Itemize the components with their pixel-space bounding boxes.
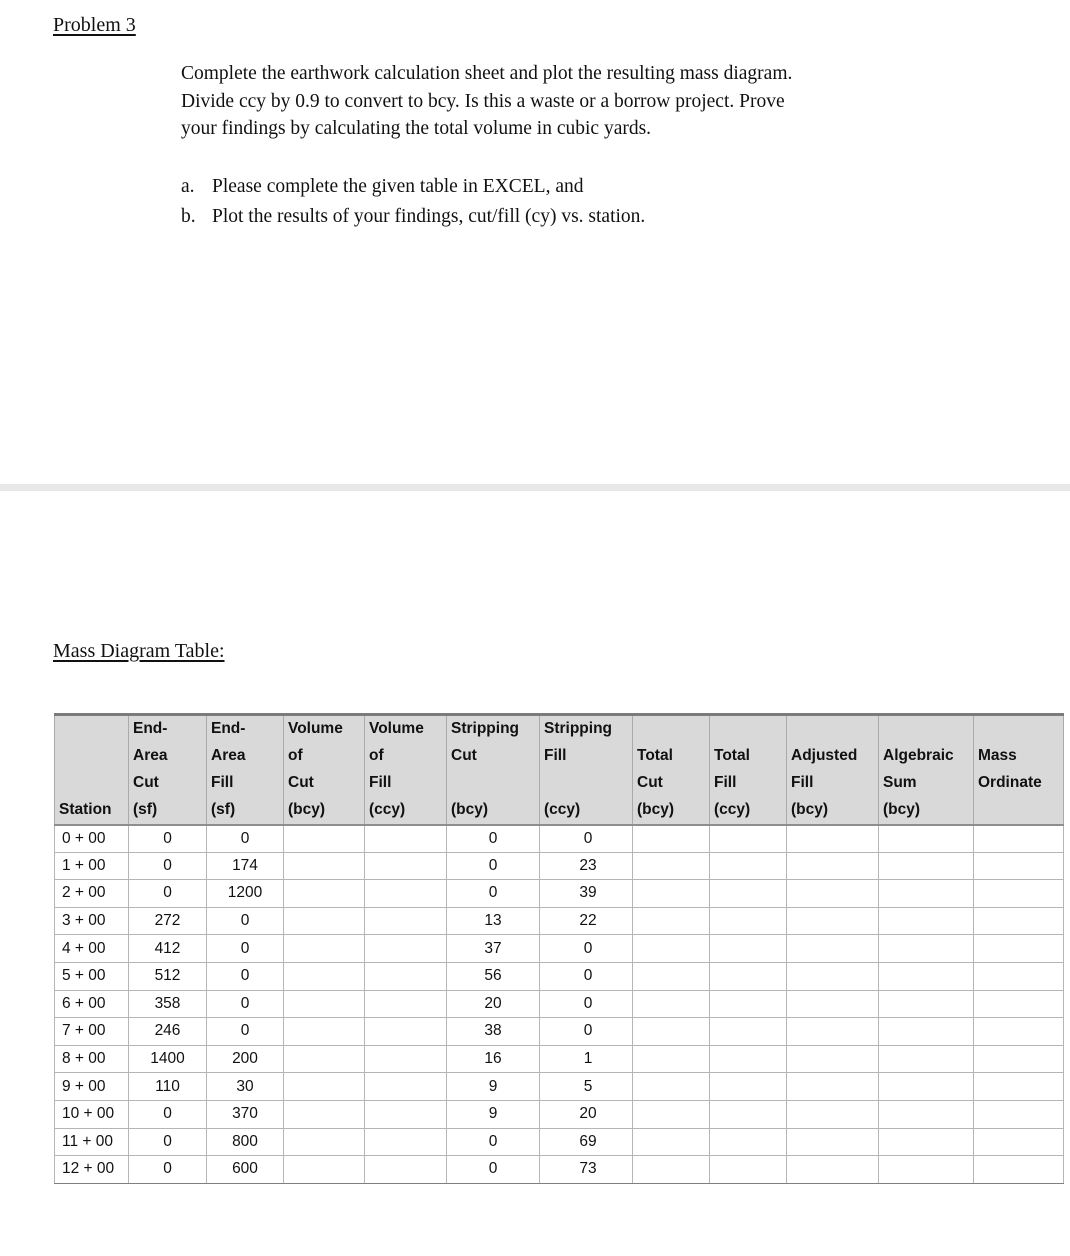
header-volume-cut: (bcy) [284, 797, 365, 825]
cell-total-cut[interactable] [633, 852, 710, 880]
cell-stripping-cut[interactable]: 16 [447, 1045, 540, 1073]
cell-end-area-fill[interactable]: 800 [207, 1128, 284, 1156]
cell-mass-ordinate[interactable] [974, 1073, 1064, 1101]
cell-station[interactable]: 4 + 00 [55, 935, 129, 963]
cell-total-fill[interactable] [710, 1045, 787, 1073]
cell-station[interactable]: 2 + 00 [55, 880, 129, 908]
cell-stripping-cut[interactable]: 0 [447, 852, 540, 880]
cell-end-area-cut[interactable]: 0 [129, 825, 207, 853]
cell-stripping-fill[interactable]: 39 [540, 880, 633, 908]
cell-stripping-cut[interactable]: 9 [447, 1100, 540, 1128]
task-letter: b. [181, 206, 196, 227]
cell-volume-cut[interactable] [284, 1156, 365, 1184]
header-mass-ordinate: Mass [974, 742, 1064, 770]
cell-volume-cut[interactable] [284, 990, 365, 1018]
cell-volume-cut[interactable] [284, 852, 365, 880]
header-adjusted-fill: (bcy) [787, 797, 879, 825]
header-adjusted-fill: Fill [787, 770, 879, 798]
cell-total-fill[interactable] [710, 1100, 787, 1128]
cell-stripping-fill[interactable]: 0 [540, 1018, 633, 1046]
cell-adjusted-fill[interactable] [787, 852, 879, 880]
cell-end-area-fill[interactable]: 0 [207, 907, 284, 935]
cell-station[interactable]: 1 + 00 [55, 852, 129, 880]
cell-adjusted-fill[interactable] [787, 935, 879, 963]
cell-total-cut[interactable] [633, 962, 710, 990]
header-stripping-fill [540, 770, 633, 798]
cell-total-fill[interactable] [710, 990, 787, 1018]
cell-stripping-cut[interactable]: 13 [447, 907, 540, 935]
table-row [55, 825, 1064, 853]
cell-stripping-fill[interactable]: 20 [540, 1100, 633, 1128]
cell-stripping-cut[interactable]: 20 [447, 990, 540, 1018]
table-title: Mass Diagram Table: [53, 640, 225, 662]
cell-total-fill[interactable] [710, 825, 787, 853]
header-end-area-cut: (sf) [129, 797, 207, 825]
cell-adjusted-fill[interactable] [787, 1045, 879, 1073]
header-adjusted-fill [787, 715, 879, 743]
cell-stripping-cut[interactable]: 9 [447, 1073, 540, 1101]
table-row [55, 1156, 1064, 1184]
cell-stripping-fill[interactable]: 73 [540, 1156, 633, 1184]
cell-station[interactable]: 12 + 00 [55, 1156, 129, 1184]
header-end-area-cut: Area [129, 742, 207, 770]
header-station [55, 715, 129, 743]
cell-algebraic-sum[interactable] [879, 880, 974, 908]
header-mass-ordinate [974, 797, 1064, 825]
cell-total-cut[interactable] [633, 990, 710, 1018]
header-algebraic-sum: Algebraic [879, 742, 974, 770]
cell-volume-fill[interactable] [365, 1156, 447, 1184]
table-header [55, 715, 1064, 825]
cell-mass-ordinate[interactable] [974, 1156, 1064, 1184]
cell-end-area-fill[interactable]: 600 [207, 1156, 284, 1184]
cell-volume-cut[interactable] [284, 1073, 365, 1101]
cell-stripping-fill[interactable]: 69 [540, 1128, 633, 1156]
cell-algebraic-sum[interactable] [879, 1156, 974, 1184]
header-algebraic-sum [879, 715, 974, 743]
cell-volume-fill[interactable] [365, 880, 447, 908]
cell-end-area-cut[interactable]: 0 [129, 880, 207, 908]
problem-line: Divide ccy by 0.9 to convert to bcy. Is this a waste or a borrow project. Prove [181, 90, 785, 112]
header-end-area-cut: Cut [129, 770, 207, 798]
cell-total-fill[interactable] [710, 935, 787, 963]
cell-mass-ordinate[interactable] [974, 1018, 1064, 1046]
cell-station[interactable]: 3 + 00 [55, 907, 129, 935]
header-mass-ordinate: Ordinate [974, 770, 1064, 798]
cell-adjusted-fill[interactable] [787, 907, 879, 935]
cell-total-cut[interactable] [633, 1156, 710, 1184]
header-end-area-fill: End- [207, 715, 284, 743]
header-station [55, 742, 129, 770]
cell-volume-fill[interactable] [365, 825, 447, 853]
cell-end-area-cut[interactable]: 358 [129, 990, 207, 1018]
header-stripping-cut: Stripping [447, 715, 540, 743]
cell-end-area-cut[interactable]: 0 [129, 1100, 207, 1128]
header-volume-fill: Volume [365, 715, 447, 743]
cell-station[interactable]: 6 + 00 [55, 990, 129, 1018]
header-algebraic-sum: Sum [879, 770, 974, 798]
table-row [55, 1045, 1064, 1073]
cell-station[interactable]: 9 + 00 [55, 1073, 129, 1101]
cell-end-area-cut[interactable]: 412 [129, 935, 207, 963]
cell-mass-ordinate[interactable] [974, 1045, 1064, 1073]
cell-end-area-fill[interactable]: 30 [207, 1073, 284, 1101]
cell-algebraic-sum[interactable] [879, 852, 974, 880]
cell-mass-ordinate[interactable] [974, 962, 1064, 990]
cell-total-cut[interactable] [633, 907, 710, 935]
cell-end-area-fill[interactable]: 370 [207, 1100, 284, 1128]
cell-volume-fill[interactable] [365, 1073, 447, 1101]
table-row [55, 1073, 1064, 1101]
cell-volume-cut[interactable] [284, 1045, 365, 1073]
problem-title: Problem 3 [53, 14, 136, 36]
cell-volume-cut[interactable] [284, 907, 365, 935]
cell-end-area-cut[interactable]: 512 [129, 962, 207, 990]
cell-adjusted-fill[interactable] [787, 1156, 879, 1184]
table-row [55, 852, 1064, 880]
cell-total-cut[interactable] [633, 880, 710, 908]
task-list [181, 172, 645, 232]
cell-end-area-fill[interactable]: 0 [207, 825, 284, 853]
cell-stripping-cut[interactable]: 38 [447, 1018, 540, 1046]
table-row [55, 1018, 1064, 1046]
table-row [55, 935, 1064, 963]
cell-end-area-fill[interactable]: 0 [207, 1018, 284, 1046]
header-end-area-cut: End- [129, 715, 207, 743]
header-stripping-fill: Fill [540, 742, 633, 770]
cell-volume-fill[interactable] [365, 935, 447, 963]
cell-total-cut[interactable] [633, 825, 710, 853]
problem-statement [181, 60, 901, 143]
cell-end-area-cut[interactable]: 110 [129, 1073, 207, 1101]
cell-mass-ordinate[interactable] [974, 1100, 1064, 1128]
header-station [55, 770, 129, 798]
cell-total-cut[interactable] [633, 1045, 710, 1073]
cell-total-cut[interactable] [633, 1018, 710, 1046]
cell-algebraic-sum[interactable] [879, 1128, 974, 1156]
cell-volume-cut[interactable] [284, 935, 365, 963]
cell-total-fill[interactable] [710, 907, 787, 935]
cell-total-fill[interactable] [710, 852, 787, 880]
cell-adjusted-fill[interactable] [787, 1073, 879, 1101]
cell-total-cut[interactable] [633, 1073, 710, 1101]
cell-adjusted-fill[interactable] [787, 962, 879, 990]
header-volume-cut: Cut [284, 770, 365, 798]
cell-volume-fill[interactable] [365, 852, 447, 880]
cell-mass-ordinate[interactable] [974, 990, 1064, 1018]
table-row [55, 990, 1064, 1018]
cell-adjusted-fill[interactable] [787, 825, 879, 853]
header-total-cut: (bcy) [633, 797, 710, 825]
cell-volume-fill[interactable] [365, 1045, 447, 1073]
cell-volume-cut[interactable] [284, 1100, 365, 1128]
cell-mass-ordinate[interactable] [974, 880, 1064, 908]
header-volume-cut: Volume [284, 715, 365, 743]
cell-end-area-fill[interactable]: 200 [207, 1045, 284, 1073]
cell-stripping-cut[interactable]: 37 [447, 935, 540, 963]
cell-volume-fill[interactable] [365, 1100, 447, 1128]
header-row [55, 742, 1064, 770]
cell-stripping-cut[interactable]: 56 [447, 962, 540, 990]
header-total-fill [710, 715, 787, 743]
header-total-cut: Total [633, 742, 710, 770]
header-end-area-fill: Fill [207, 770, 284, 798]
cell-adjusted-fill[interactable] [787, 990, 879, 1018]
header-row [55, 715, 1064, 743]
problem-line: your findings by calculating the total volume in cubic yards. [181, 118, 652, 139]
header-total-fill: (ccy) [710, 797, 787, 825]
cell-volume-fill[interactable] [365, 907, 447, 935]
cell-stripping-cut[interactable]: 0 [447, 880, 540, 908]
cell-station[interactable]: 8 + 00 [55, 1045, 129, 1073]
table-row [55, 907, 1064, 935]
cell-adjusted-fill[interactable] [787, 1128, 879, 1156]
task-text: Plot the results of your findings, cut/fill (cy) vs. station. [212, 206, 646, 227]
cell-algebraic-sum[interactable] [879, 907, 974, 935]
cell-total-fill[interactable] [710, 1073, 787, 1101]
cell-total-fill[interactable] [710, 1128, 787, 1156]
task-item [181, 202, 645, 232]
cell-end-area-fill[interactable]: 0 [207, 990, 284, 1018]
task-letter: a. [181, 176, 195, 197]
header-stripping-cut: Cut [447, 742, 540, 770]
cell-algebraic-sum[interactable] [879, 1073, 974, 1101]
header-stripping-fill: Stripping [540, 715, 633, 743]
cell-stripping-fill[interactable]: 1 [540, 1045, 633, 1073]
header-mass-ordinate [974, 715, 1064, 743]
cell-stripping-cut[interactable]: 0 [447, 1156, 540, 1184]
cell-end-area-cut[interactable]: 246 [129, 1018, 207, 1046]
cell-total-cut[interactable] [633, 935, 710, 963]
cell-station[interactable]: 10 + 00 [55, 1100, 129, 1128]
cell-mass-ordinate[interactable] [974, 825, 1064, 853]
cell-stripping-fill[interactable]: 0 [540, 935, 633, 963]
cell-volume-cut[interactable] [284, 1018, 365, 1046]
cell-station[interactable]: 5 + 00 [55, 962, 129, 990]
cell-volume-fill[interactable] [365, 962, 447, 990]
cell-volume-cut[interactable] [284, 880, 365, 908]
cell-algebraic-sum[interactable] [879, 935, 974, 963]
cell-volume-fill[interactable] [365, 1018, 447, 1046]
cell-adjusted-fill[interactable] [787, 1100, 879, 1128]
header-adjusted-fill: Adjusted [787, 742, 879, 770]
cell-station[interactable]: 11 + 00 [55, 1128, 129, 1156]
cell-total-fill[interactable] [710, 1156, 787, 1184]
cell-mass-ordinate[interactable] [974, 852, 1064, 880]
cell-algebraic-sum[interactable] [879, 1100, 974, 1128]
header-volume-fill: Fill [365, 770, 447, 798]
cell-stripping-cut[interactable]: 0 [447, 1128, 540, 1156]
table-body [55, 825, 1064, 1184]
header-total-fill: Fill [710, 770, 787, 798]
task-item [181, 172, 645, 202]
mass-diagram-table [54, 713, 1064, 1184]
cell-algebraic-sum[interactable] [879, 1045, 974, 1073]
header-volume-fill: (ccy) [365, 797, 447, 825]
cell-total-fill[interactable] [710, 1018, 787, 1046]
header-algebraic-sum: (bcy) [879, 797, 974, 825]
cell-total-cut[interactable] [633, 1128, 710, 1156]
task-text: Please complete the given table in EXCEL, and [212, 176, 584, 197]
header-volume-fill: of [365, 742, 447, 770]
cell-total-fill[interactable] [710, 880, 787, 908]
cell-adjusted-fill[interactable] [787, 880, 879, 908]
header-end-area-fill: (sf) [207, 797, 284, 825]
table-row [55, 1128, 1064, 1156]
header-total-cut: Cut [633, 770, 710, 798]
cell-end-area-fill[interactable]: 0 [207, 935, 284, 963]
header-end-area-fill: Area [207, 742, 284, 770]
cell-mass-ordinate[interactable] [974, 1128, 1064, 1156]
cell-station[interactable]: 0 + 00 [55, 825, 129, 853]
header-total-cut [633, 715, 710, 743]
cell-algebraic-sum[interactable] [879, 990, 974, 1018]
cell-stripping-fill[interactable]: 22 [540, 907, 633, 935]
cell-volume-fill[interactable] [365, 1128, 447, 1156]
cell-mass-ordinate[interactable] [974, 907, 1064, 935]
cell-stripping-fill[interactable]: 23 [540, 852, 633, 880]
header-stripping-cut [447, 770, 540, 798]
cell-end-area-cut[interactable]: 0 [129, 852, 207, 880]
cell-algebraic-sum[interactable] [879, 962, 974, 990]
problem-line: Complete the earthwork calculation sheet and plot the resulting mass diagram. [181, 63, 793, 84]
cell-total-cut[interactable] [633, 1100, 710, 1128]
header-stripping-cut: (bcy) [447, 797, 540, 825]
cell-volume-cut[interactable] [284, 962, 365, 990]
cell-adjusted-fill[interactable] [787, 1018, 879, 1046]
cell-volume-cut[interactable] [284, 1128, 365, 1156]
table-row [55, 1100, 1064, 1128]
cell-station[interactable]: 7 + 00 [55, 1018, 129, 1046]
cell-end-area-fill[interactable]: 1200 [207, 880, 284, 908]
header-row [55, 797, 1064, 825]
cell-stripping-fill[interactable]: 0 [540, 825, 633, 853]
header-stripping-fill: (ccy) [540, 797, 633, 825]
cell-end-area-cut[interactable]: 1400 [129, 1045, 207, 1073]
header-row [55, 770, 1064, 798]
cell-end-area-cut[interactable]: 0 [129, 1156, 207, 1184]
cell-algebraic-sum[interactable] [879, 825, 974, 853]
table-row [55, 880, 1064, 908]
cell-volume-fill[interactable] [365, 990, 447, 1018]
cell-stripping-fill[interactable]: 0 [540, 990, 633, 1018]
cell-total-fill[interactable] [710, 962, 787, 990]
page-divider [0, 484, 1070, 491]
cell-end-area-cut[interactable]: 272 [129, 907, 207, 935]
cell-stripping-fill[interactable]: 5 [540, 1073, 633, 1101]
header-volume-cut: of [284, 742, 365, 770]
cell-volume-cut[interactable] [284, 825, 365, 853]
header-station: Station [55, 797, 129, 825]
cell-end-area-fill[interactable]: 174 [207, 852, 284, 880]
cell-end-area-fill[interactable]: 0 [207, 962, 284, 990]
cell-end-area-cut[interactable]: 0 [129, 1128, 207, 1156]
cell-algebraic-sum[interactable] [879, 1018, 974, 1046]
header-total-fill: Total [710, 742, 787, 770]
cell-mass-ordinate[interactable] [974, 935, 1064, 963]
cell-stripping-cut[interactable]: 0 [447, 825, 540, 853]
cell-stripping-fill[interactable]: 0 [540, 962, 633, 990]
table-row [55, 962, 1064, 990]
